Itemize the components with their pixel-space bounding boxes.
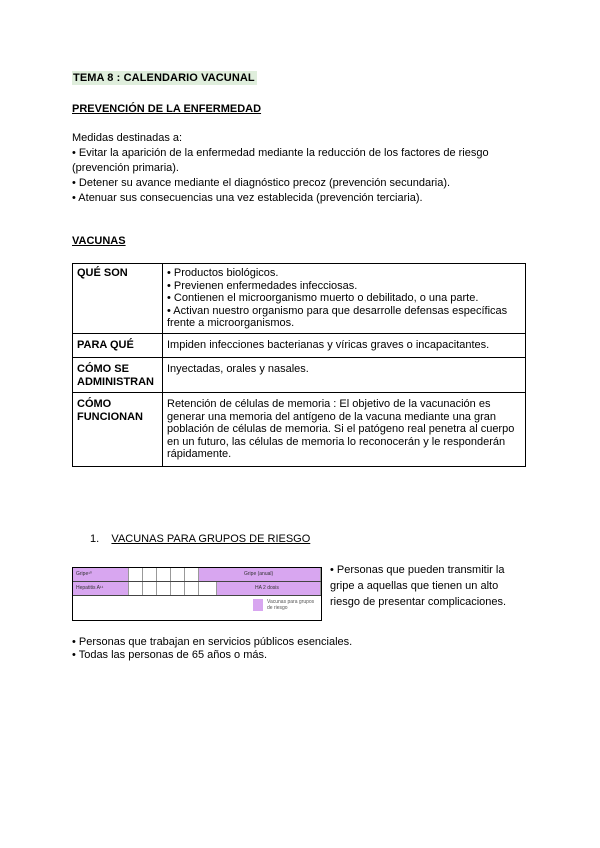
schedule-row-gripe xyxy=(73,568,321,582)
row-key: QUÉ SON xyxy=(73,264,163,334)
value-line: • Contienen el microorganismo muerto o debilitado, o una parte. xyxy=(167,292,479,304)
subsection-number: 1. xyxy=(90,533,100,545)
measure-line: • Evitar la aparición de la enfermedad mediante la reducción de los factores de riesgo xyxy=(72,147,489,159)
row-value xyxy=(163,264,526,334)
measure-line: (prevención primaria). xyxy=(72,162,179,174)
empty-cell xyxy=(185,582,199,595)
list-item: • Personas que trabajan en servicios públicos esenciales. xyxy=(72,636,353,648)
vaccines-table xyxy=(72,263,526,467)
bullet-list xyxy=(72,636,352,662)
side-note: • Personas que pueden transmitir la gripe a aquellas que tienen un alto riesgo de presentar complicaciones. xyxy=(330,564,507,608)
table-row xyxy=(73,333,526,358)
schedule-row-hepatitis-a xyxy=(73,582,321,596)
row-key: PARA QUÉ xyxy=(73,333,163,358)
empty-cell xyxy=(185,568,199,581)
row-value xyxy=(163,333,526,358)
legend-label: Vacunas para grupos de riesgo xyxy=(267,599,315,611)
vaccine-schedule-excerpt xyxy=(72,567,322,621)
value-line: Impiden infecciones bacterianas y víricas graves o incapacitantes. xyxy=(167,338,490,351)
row-value xyxy=(163,393,526,467)
measure-line: • Detener su avance mediante el diagnóstico precoz (prevención secundaria). xyxy=(72,177,451,189)
row-value xyxy=(163,358,526,393)
value-line: Inyectadas, orales y nasales. xyxy=(167,363,309,375)
subsection-heading xyxy=(90,533,310,545)
empty-cell xyxy=(171,582,185,595)
bar-label: HA 2 dosis xyxy=(255,585,279,591)
value-line: • Activan nuestro organismo para que desarrolle defensas específicas frente a microorganismos. xyxy=(167,304,508,329)
measure-line: • Atenuar sus consecuencias una vez establecida (prevención terciaria). xyxy=(72,192,423,204)
empty-cell xyxy=(143,568,157,581)
value-line: • Productos biológicos. xyxy=(167,267,279,279)
table-row xyxy=(73,264,526,334)
row-label-cell xyxy=(73,568,129,581)
empty-cell xyxy=(129,568,143,581)
row-label: Gripe¹⁰ xyxy=(76,571,92,577)
section-heading-prevencion: PREVENCIÓN DE LA ENFERMEDAD xyxy=(72,103,262,115)
bar-label: Gripe (anual) xyxy=(244,571,274,577)
empty-cell xyxy=(171,568,185,581)
table-row xyxy=(73,393,526,467)
legend-swatch xyxy=(253,599,263,611)
empty-cell xyxy=(157,582,171,595)
row-key: CÓMO FUNCIONAN xyxy=(73,393,163,467)
table-row xyxy=(73,358,526,393)
list-item: • Todas las personas de 65 años o más. xyxy=(72,649,268,661)
value-line: • Previenen enfermedades infecciosas. xyxy=(167,279,358,292)
schedule-bar xyxy=(199,568,321,581)
value-line: Retención de células de memoria : El objetivo de la vacunación es generar una memoria del antígeno de la vacuna mediante una gran población de células de memoria. Si el patógeno real penetra al cuerpo en un futuro, las células de memoria lo reconocerán y le responderán rápidamente. xyxy=(167,398,515,460)
row-label-cell xyxy=(73,582,129,595)
schedule-bar xyxy=(217,582,321,595)
section-heading-vacunas: VACUNAS xyxy=(72,235,126,247)
empty-cell xyxy=(157,568,171,581)
empty-cell xyxy=(129,582,143,595)
row-label: Hepatitis A¹¹ xyxy=(76,585,104,591)
page-title: TEMA 8 : CALENDARIO VACUNAL xyxy=(73,72,255,84)
empty-cell xyxy=(143,582,157,595)
subsection-title: VACUNAS PARA GRUPOS DE RIESGO xyxy=(111,533,311,545)
intro-text: Medidas destinadas a: xyxy=(72,132,183,144)
row-key: CÓMO SE ADMINISTRAN xyxy=(73,358,163,393)
empty-cell xyxy=(199,582,217,595)
